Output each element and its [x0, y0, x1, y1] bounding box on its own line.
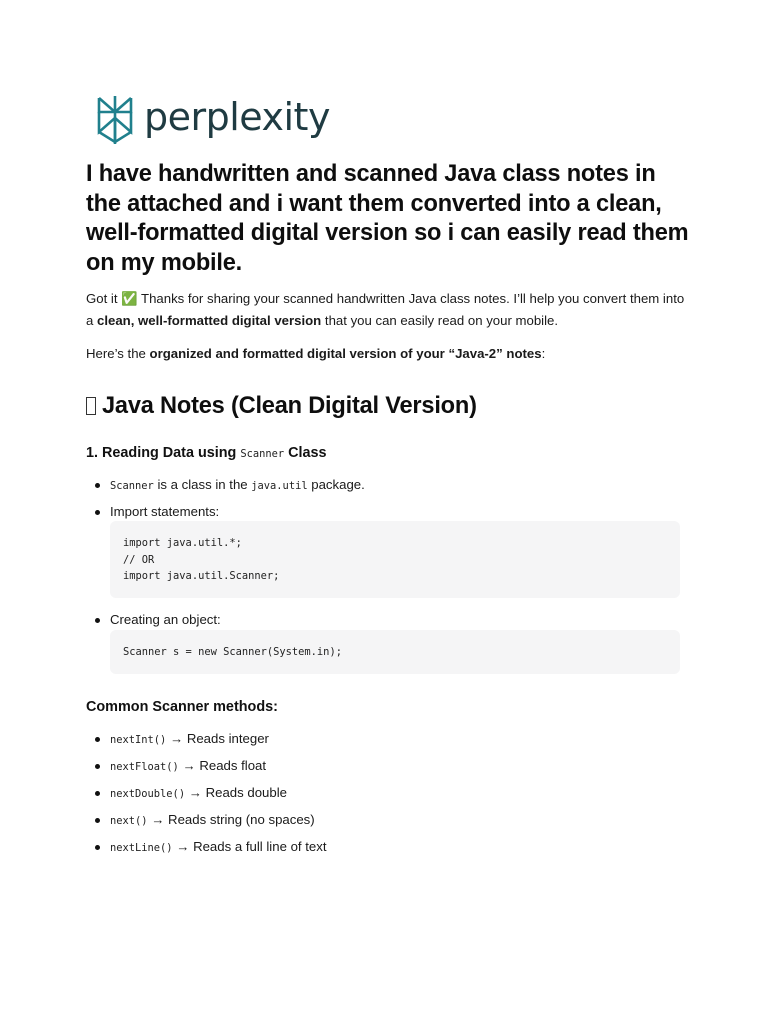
- lead-text: Here’s the: [86, 346, 150, 361]
- methods-heading: Common Scanner methods:: [86, 699, 278, 715]
- lead-paragraph: [86, 343, 686, 365]
- lead-text-end: :: [541, 346, 546, 361]
- list-item-text: → Reads string (no spaces): [147, 812, 315, 827]
- list-item: [110, 475, 365, 496]
- list-item: [110, 837, 327, 858]
- list-item-text: Import statements:: [110, 504, 220, 519]
- intro-paragraph: [86, 288, 686, 331]
- subsection-heading: [86, 443, 327, 464]
- list-item-text: → Reads float: [178, 758, 267, 773]
- inline-code: nextInt(): [110, 734, 167, 746]
- code-text: import java.util.*; // OR import java.util.Scanner;: [123, 537, 280, 582]
- list-item: [110, 729, 269, 750]
- lead-bold: organized and formatted digital version of your “Java-2” notes: [149, 346, 542, 361]
- missing-glyph-icon: [86, 397, 96, 415]
- list-item-text: Creating an object:: [110, 612, 221, 627]
- subsection-code: Scanner: [240, 448, 285, 460]
- code-block-object[interactable]: [110, 630, 680, 674]
- section-title: [86, 390, 477, 422]
- code-block-imports[interactable]: [110, 521, 680, 598]
- list-item-text: → Reads double: [185, 785, 287, 800]
- logo-wordmark: perplexity: [144, 95, 330, 139]
- inline-code: next(): [110, 815, 148, 827]
- perplexity-logo: [94, 94, 330, 146]
- list-item: [110, 783, 287, 804]
- list-item-text: is a class in the: [153, 477, 252, 492]
- list-item: [110, 502, 219, 522]
- inline-code: nextFloat(): [110, 761, 179, 773]
- intro-bold: clean, well-formatted digital version: [97, 312, 322, 328]
- list-item-text: package.: [307, 477, 365, 492]
- inline-code: Scanner: [110, 480, 154, 492]
- section-title-text: Java Notes (Clean Digital Version): [102, 393, 477, 419]
- list-item: [110, 756, 266, 777]
- user-question: I have handwritten and scanned Java class notes in the attached and i want them converted into a clean, well-formatted digital version so i can easily read them on my mobile.: [86, 161, 689, 276]
- intro-text: Got it ✅ Thanks for sharing your scanned handwritten Java class notes. I’ll help you convert them into a: [86, 291, 685, 328]
- perplexity-logo-icon: [94, 94, 136, 146]
- inline-code: java.util: [251, 480, 308, 492]
- intro-text-end: that you can easily read on your mobile.: [321, 312, 559, 328]
- inline-code: nextLine(): [110, 842, 173, 854]
- subsection-suffix: Class: [284, 445, 327, 461]
- code-text: Scanner s = new Scanner(System.in);: [123, 646, 342, 658]
- list-item-text: → Reads integer: [166, 731, 269, 746]
- list-item: [110, 610, 221, 630]
- subsection-prefix: 1. Reading Data using: [86, 445, 241, 461]
- inline-code: nextDouble(): [110, 788, 186, 800]
- list-item: [110, 810, 315, 831]
- list-item-text: → Reads a full line of text: [172, 839, 327, 854]
